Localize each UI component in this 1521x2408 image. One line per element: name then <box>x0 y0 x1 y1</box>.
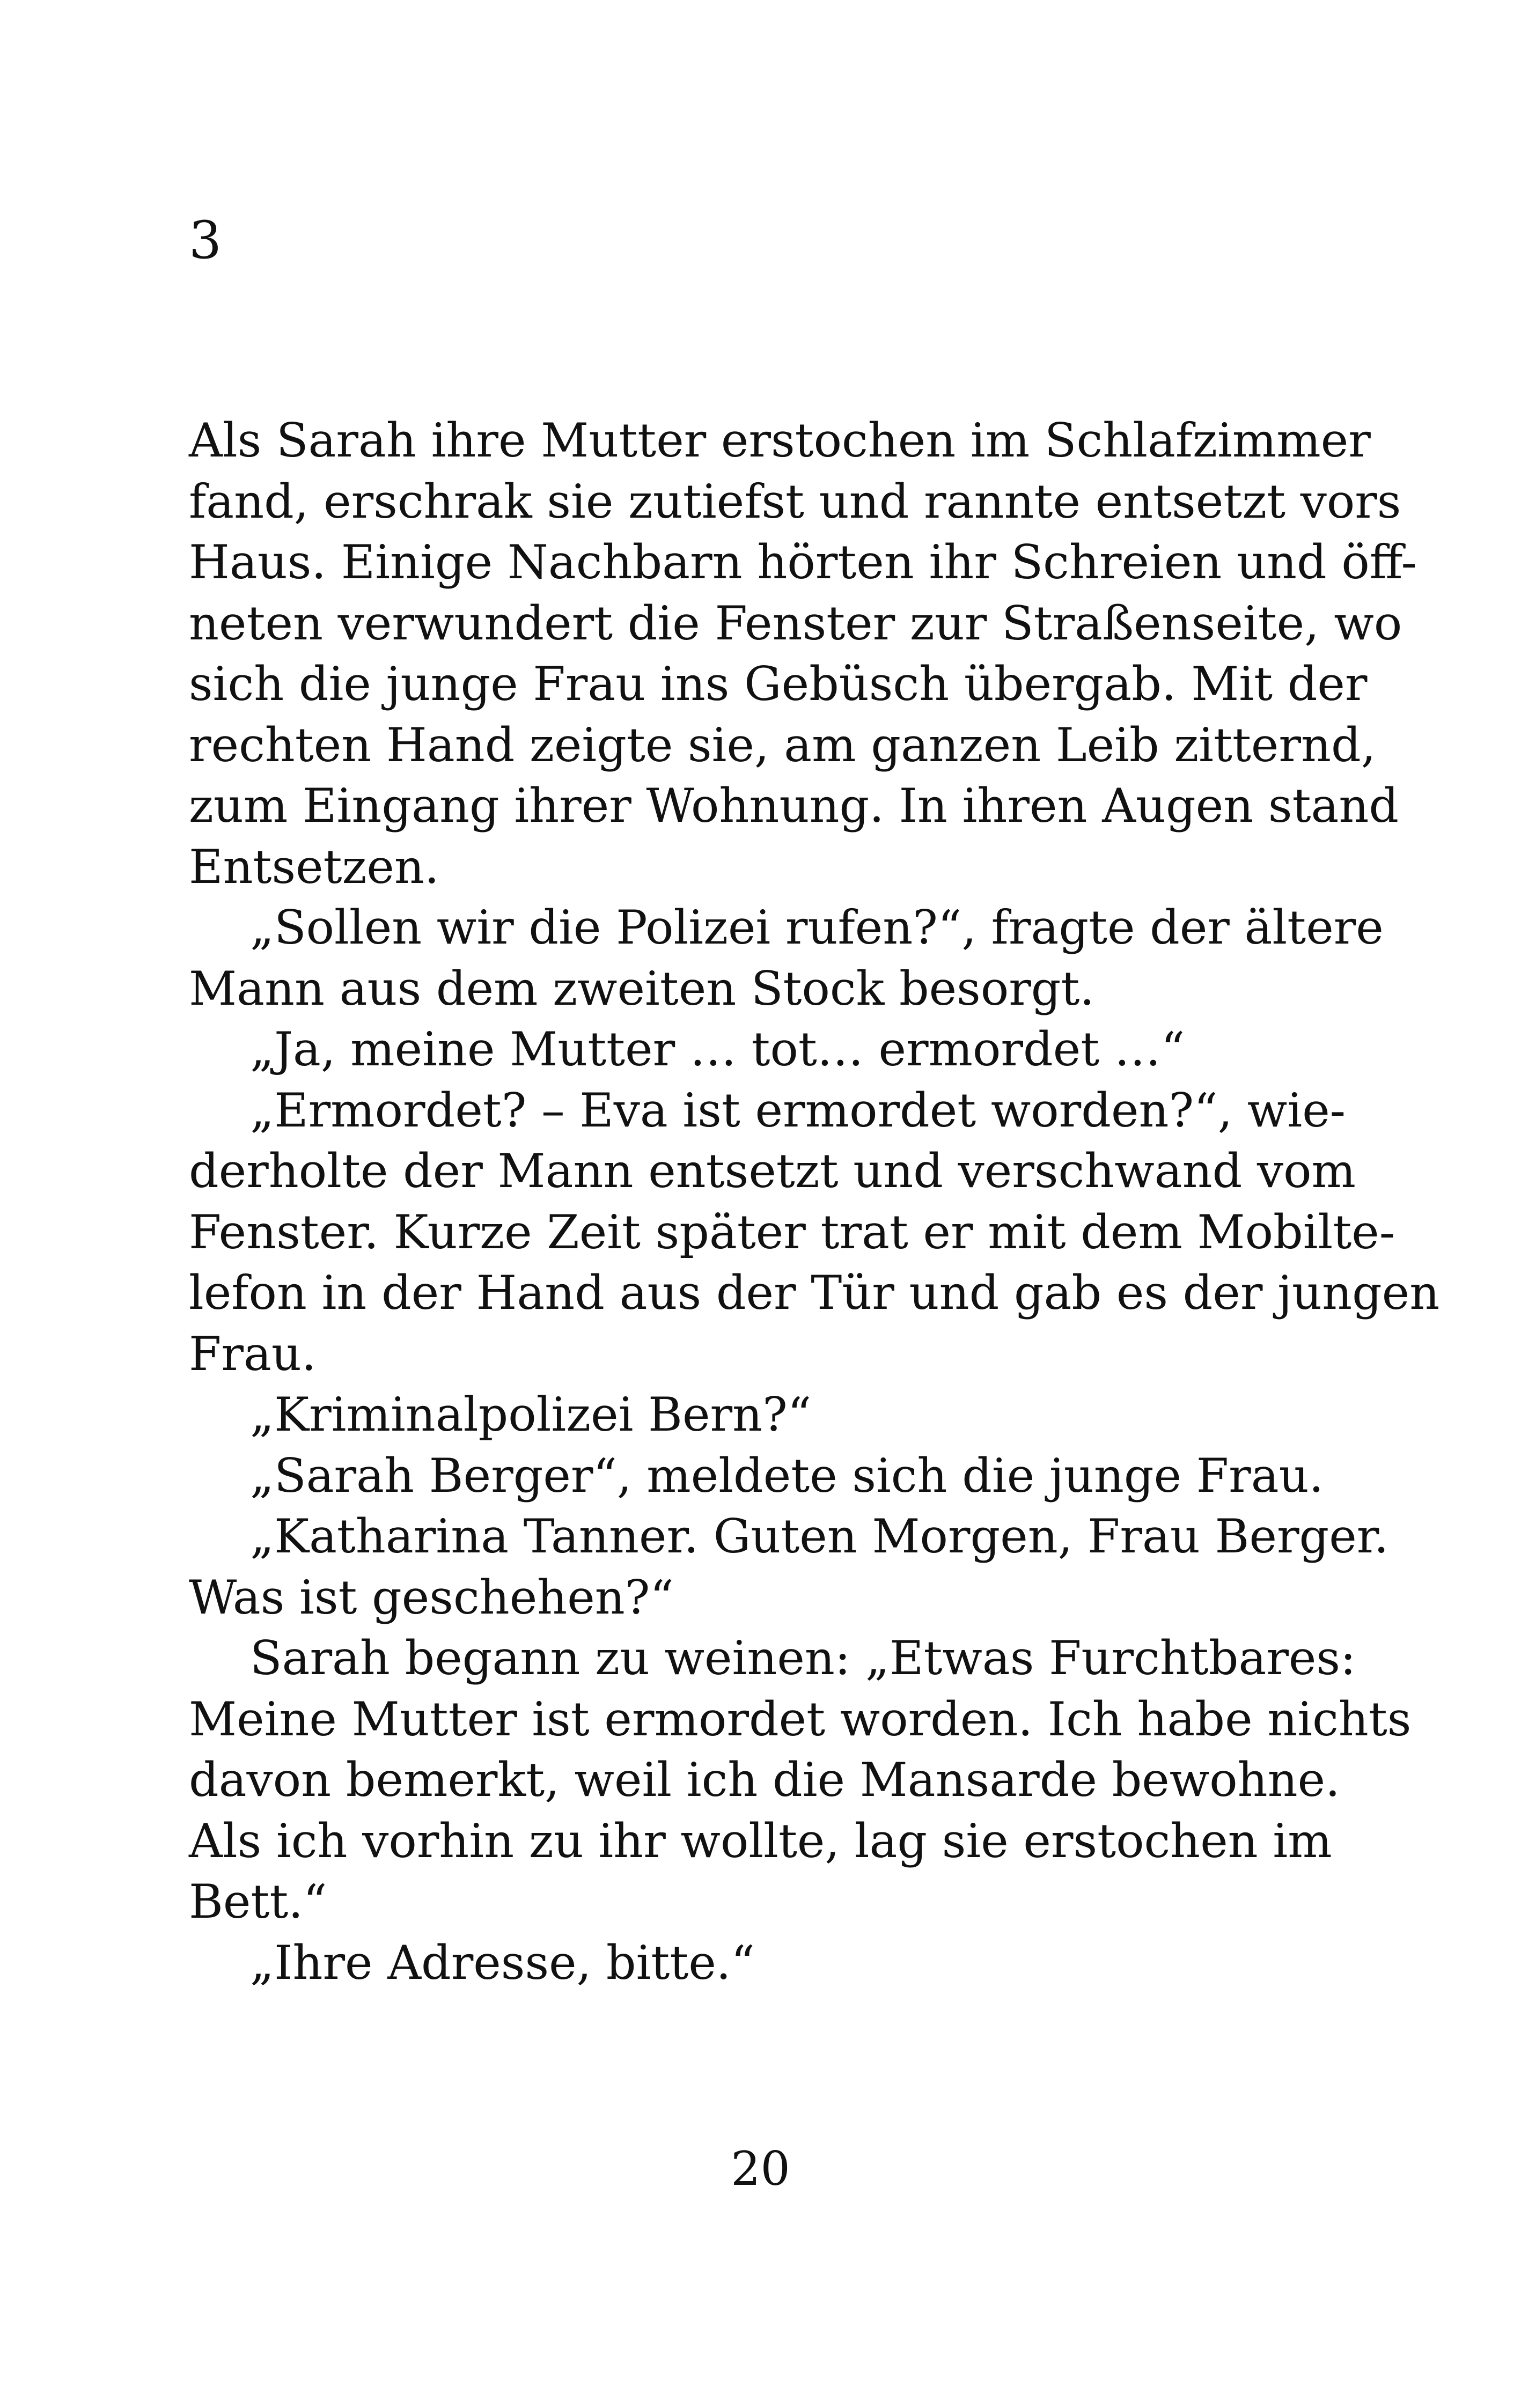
text-line: Frau. <box>189 1326 317 1381</box>
text-line: Als ich vorhin zu ihr wollte, lag sie erstochen im <box>189 1813 1332 1868</box>
text-line: derholte der Mann entsetzt und verschwand vom <box>189 1144 1356 1198</box>
text-line: Sarah begann zu weinen: „Etwas Furchtbares: <box>250 1631 1356 1685</box>
text-line: neten verwundert die Fenster zur Straßenseite, wo <box>189 595 1402 651</box>
text-line: Entsetzen. <box>189 839 439 894</box>
text-line: sich die junge Frau ins Gebüsch übergab. Mit der <box>189 657 1368 711</box>
text-line: zum Eingang ihrer Wohnung. In ihren Augen stand <box>189 778 1399 833</box>
body-text <box>189 410 1440 1993</box>
text-line: davon bemerkt, weil ich die Mansarde bewohne. <box>189 1752 1340 1807</box>
text-line: „Ermordet? – Eva ist ermordet worden?“, wie- <box>250 1083 1346 1138</box>
text-line: Meine Mutter ist ermordet worden. Ich habe nichts <box>189 1691 1412 1747</box>
text-line: Fenster. Kurze Zeit später trat er mit dem Mobilte- <box>189 1204 1395 1260</box>
text-line: Mann aus dem zweiten Stock besorgt. <box>189 961 1095 1016</box>
text-line: Bett.“ <box>189 1874 327 1929</box>
text-line: Was ist geschehen?“ <box>189 1570 674 1625</box>
page-number: 20 <box>731 2141 790 2196</box>
text-line: Haus. Einige Nachbarn hörten ihr Schreien und öff- <box>189 535 1417 590</box>
text-line: „Sarah Berger“, meldete sich die junge Frau. <box>250 1448 1324 1503</box>
text-line: „Ihre Adresse, bitte.“ <box>250 1935 755 1990</box>
text-line: „Ja, meine Mutter … tot… ermordet …“ <box>250 1022 1185 1077</box>
chapter-number: 3 <box>189 210 222 270</box>
text-line: Als Sarah ihre Mutter erstochen im Schlafzimmer <box>189 413 1371 468</box>
text-line: „Katharina Tanner. Guten Morgen, Frau Berger. <box>250 1509 1389 1564</box>
text-line: „Kriminalpolizei Bern?“ <box>250 1387 812 1442</box>
text-line: fand, erschrak sie zutiefst und rannte entsetzt vors <box>189 474 1401 529</box>
text-line: „Sollen wir die Polizei rufen?“, fragte der ältere <box>250 900 1384 955</box>
text-line: lefon in der Hand aus der Tür und gab es der jungen <box>189 1265 1440 1320</box>
text-line: rechten Hand zeigte sie, am ganzen Leib zitternd, <box>189 717 1376 772</box>
